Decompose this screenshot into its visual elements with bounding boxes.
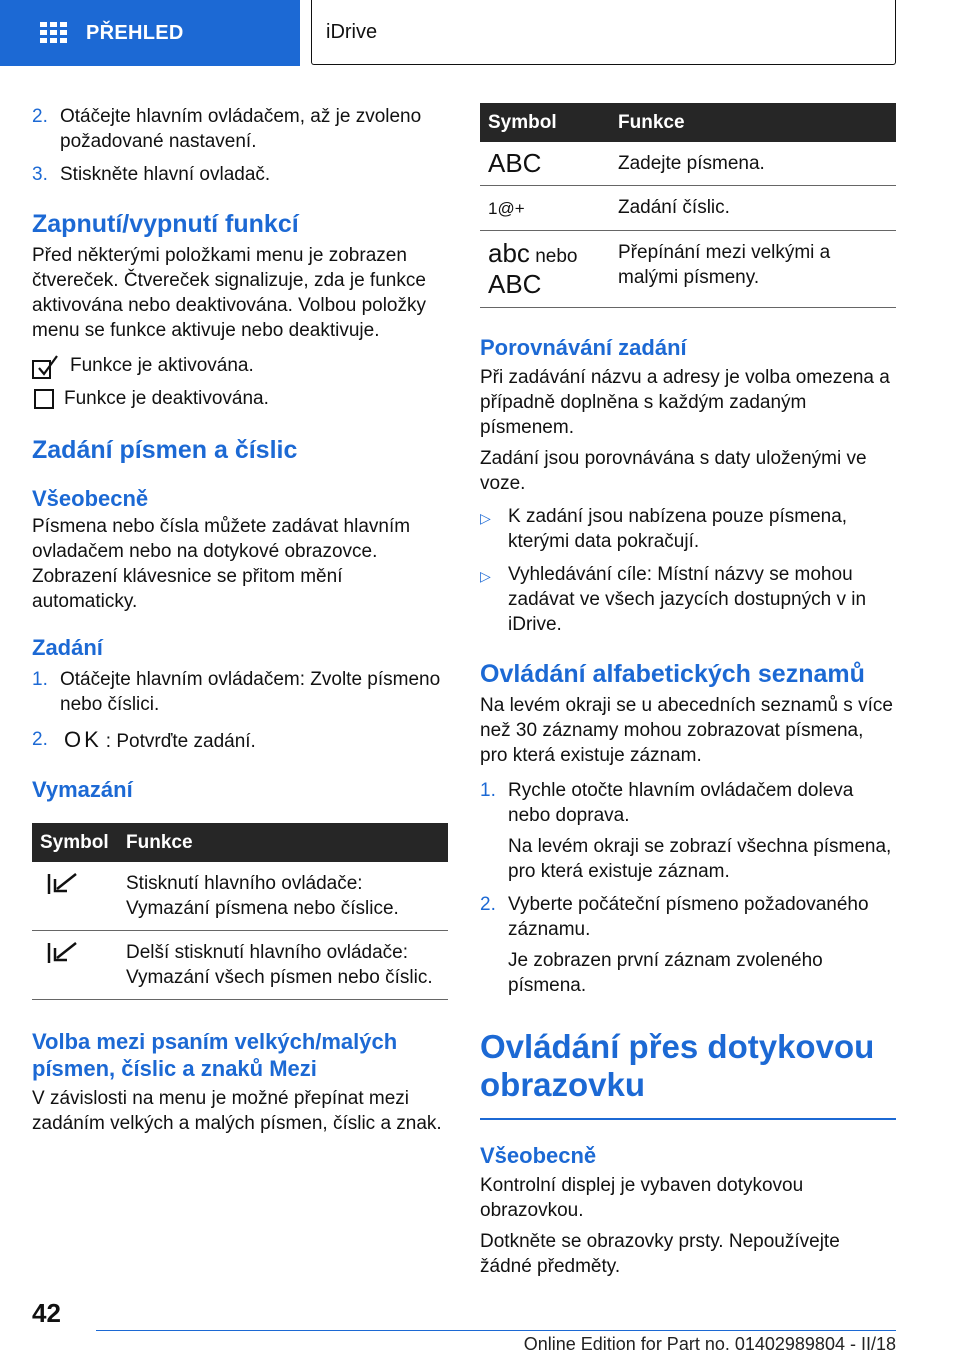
step-text: Rychle otočte hlavním ovládačem doleva nebo doprava. <box>508 780 854 826</box>
inactive-row <box>32 386 448 411</box>
unchecked-box-icon <box>34 389 54 409</box>
page-number: 42 <box>32 1298 61 1328</box>
table-header-row <box>32 823 448 862</box>
step-subtext: Je zobrazen první záznam zvoleného písmena. <box>508 950 823 996</box>
table-cell: Přepínání mezi velkými a malými písmeny. <box>610 231 896 308</box>
heading-touch-general: Všeobecně <box>480 1143 597 1168</box>
table-cell: Zadání číslic. <box>610 186 896 231</box>
table-row <box>32 931 448 1000</box>
list-item <box>32 162 448 187</box>
right-column <box>480 103 896 1279</box>
heading-entry: Zadání <box>32 635 103 660</box>
table-row <box>480 231 896 308</box>
step-number: 2. <box>32 729 48 750</box>
triangle-bullet-icon: ▷ <box>480 510 491 526</box>
touch-paragraph-1: Kontrolní displej je vybaven dotykovou obrazovkou. <box>480 1175 804 1221</box>
checked-box-icon <box>32 355 62 377</box>
list-item <box>32 104 448 154</box>
step-text: Otáčejte hlavním ovládačem: Zvolte písmeno nebo číslici. <box>60 669 441 715</box>
delete-arrow-icon <box>46 871 80 897</box>
abc-uppercase-icon: ABC <box>488 269 542 299</box>
compare-paragraph-1: Při zadávání názvu a adresy je volba omezena a případně doplněna s každým zadaným písmenem. <box>480 367 890 438</box>
step-text: : Potvrďte zadání. <box>105 731 256 752</box>
inactive-text: Funkce je deaktivována. <box>64 388 269 409</box>
page-header <box>0 0 960 66</box>
steps-list <box>32 104 448 187</box>
heading-alpha: Ovládání alfabetických seznamů <box>480 660 865 688</box>
alpha-list <box>480 778 896 998</box>
heading-switch: Volba mezi psaním velkých/malých písmen, číslic a znaků Mezi <box>32 1029 398 1081</box>
heading-compare: Porovnávání zadání <box>480 335 687 360</box>
list-item <box>480 778 896 884</box>
heading-touch: Ovládání přes dotykovou obrazovku <box>480 1028 875 1103</box>
overview-label: PŘEHLED <box>86 21 184 44</box>
table-header-function: Funkce <box>118 823 448 862</box>
section-title: iDrive <box>311 0 896 65</box>
delete-table <box>32 823 448 1000</box>
left-column <box>32 100 448 1136</box>
table-row <box>32 862 448 931</box>
list-item <box>480 504 896 554</box>
entry-list <box>32 667 448 754</box>
heading-general: Všeobecně <box>32 486 149 511</box>
table-cell: Stisknutí hlavního ovládače: Vymazání písmena nebo číslice. <box>118 862 448 931</box>
table-row <box>480 142 896 186</box>
table-header-function: Funkce <box>610 103 896 142</box>
abc-uppercase-icon: ABC <box>480 142 610 186</box>
heading-input: Zadání písmen a číslic <box>32 436 298 464</box>
step-number: 1. <box>32 669 48 690</box>
edition-text: Online Edition for Part no. 01402989804 - II/18 <box>523 1334 896 1354</box>
grid-icon <box>40 22 68 44</box>
heading-delete: Vymazání <box>32 777 133 802</box>
list-item <box>32 667 448 717</box>
active-text: Funkce je aktivována. <box>70 355 254 376</box>
heading-toggle: Zapnutí/vypnutí funkcí <box>32 210 299 238</box>
list-item <box>32 727 448 754</box>
section-divider <box>480 1118 896 1120</box>
active-row <box>32 353 448 378</box>
step-subtext: Na levém okraji se zobrazí všechna písmena, pro která existuje záznam. <box>508 836 892 882</box>
overview-tab[interactable] <box>0 0 300 66</box>
step-text: Stiskněte hlavní ovladač. <box>60 164 271 185</box>
alpha-paragraph: Na levém okraji se u abecedních seznamů s více než 30 záznamy mohou zobrazovat písmena, pro která existuje záznam. <box>480 695 893 766</box>
bullet-text: K zadání jsou nabízena pouze písmena, kterými data pokračují. <box>508 506 848 552</box>
step-number: 3. <box>32 164 48 185</box>
triangle-bullet-icon: ▷ <box>480 568 491 584</box>
abc-lowercase-icon: abc <box>488 238 530 268</box>
touch-paragraph-2: Dotkněte se obrazovky prsty. Nepoužívejte žádné předměty. <box>480 1231 840 1277</box>
list-item <box>480 892 896 998</box>
or-text: nebo <box>535 246 578 267</box>
symbol-table <box>480 103 896 308</box>
table-header-symbol: Symbol <box>480 103 610 142</box>
table-cell: Delší stisknutí hlavního ovládače: Vymazání všech písmen nebo číslic. <box>118 931 448 1000</box>
step-text: Otáčejte hlavním ovládačem, až je zvoleno požadované nastavení. <box>60 106 422 152</box>
step-text: Vyberte počáteční písmeno požadovaného záznamu. <box>508 894 869 940</box>
table-cell: Zadejte písmena. <box>610 142 896 186</box>
table-header-row <box>480 103 896 142</box>
delete-arrow-icon <box>46 940 80 966</box>
toggle-paragraph: Před některými položkami menu je zobrazen čtvereček. Čtvereček signalizuje, zda je funkce aktivována nebo deaktivována. Volbou položky menu se funkce aktivuje nebo deaktivuje. <box>32 245 426 341</box>
ok-icon: OK <box>64 727 102 752</box>
general-paragraph: Písmena nebo čísla můžete zadávat hlavním ovladačem nebo na dotykové obrazovce. Zobrazení klávesnice se přitom mění automaticky. <box>32 516 411 612</box>
table-header-symbol: Symbol <box>32 823 118 862</box>
table-row <box>480 186 896 231</box>
bullet-text: Vyhledávání cíle: Místní názvy se mohou zadávat ve všech jazycích dostupných v in iDrive. <box>508 564 867 635</box>
step-number: 1. <box>480 780 496 801</box>
list-item <box>480 562 896 637</box>
step-number: 2. <box>480 894 496 915</box>
switch-paragraph: V závislosti na menu je možné přepínat mezi zadáním velkých a malých písmen, číslic a znak. <box>32 1088 442 1134</box>
compare-bullets <box>480 504 896 637</box>
compare-paragraph-2: Zadání jsou porovnávána s daty uloženými ve voze. <box>480 448 867 494</box>
footer-divider <box>96 1330 896 1331</box>
number-symbols-icon: 1@+ <box>480 186 610 231</box>
step-number: 2. <box>32 106 48 127</box>
